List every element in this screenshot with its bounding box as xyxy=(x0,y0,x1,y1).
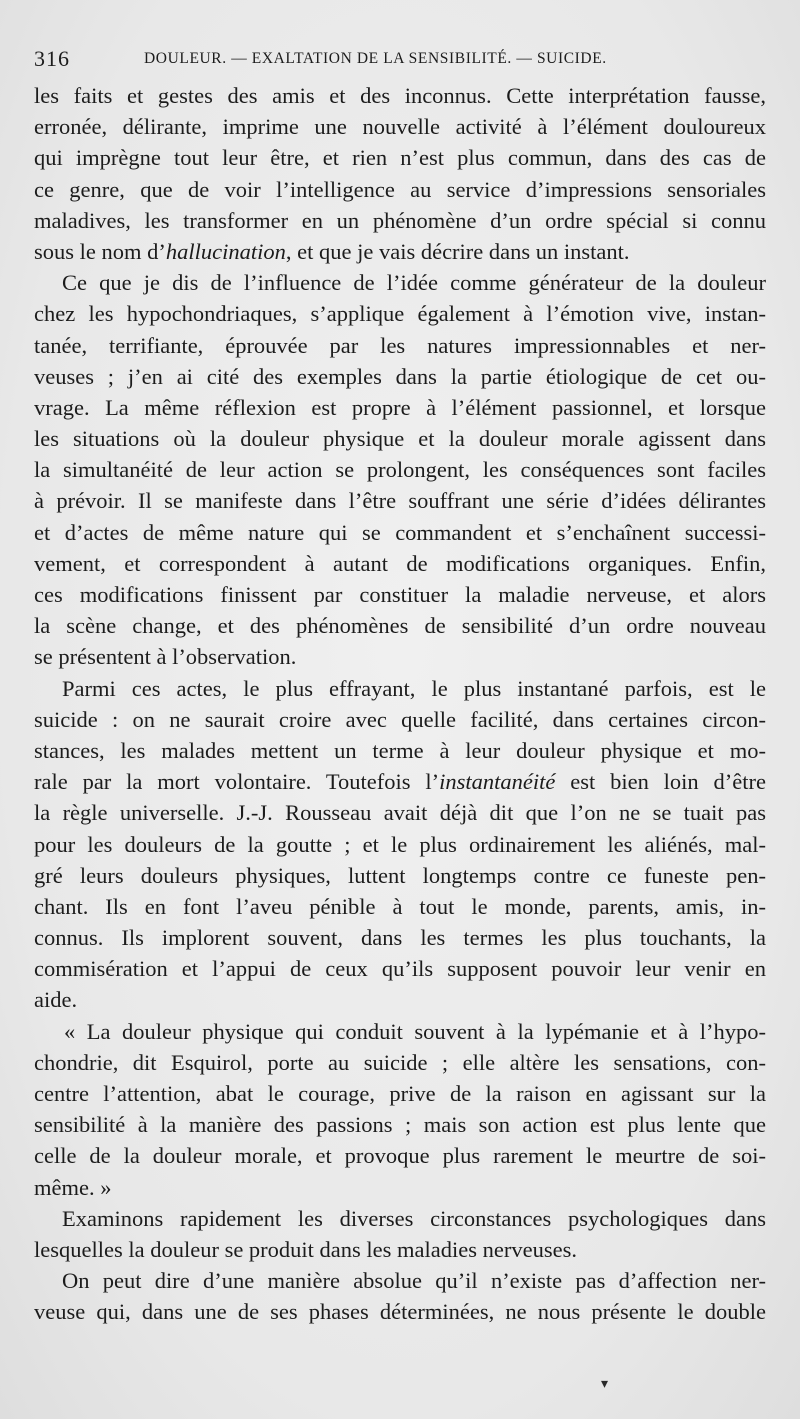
text-line: sensibilité à la manière des passions ; mais son action est plus lente que xyxy=(34,1112,766,1138)
page-header xyxy=(34,44,774,78)
text-line: vrage. La même réflexion est propre à l’élément passionnel, et lorsque xyxy=(34,394,766,420)
text-line: et d’actes de même nature qui se commandent et s’enchaînent successi- xyxy=(34,519,766,545)
text-line xyxy=(34,236,766,267)
text-line: les situations où la douleur physique et la douleur morale agissent dans xyxy=(34,426,766,452)
text-line: les faits et gestes des amis et des inconnus. Cette interprétation fausse, xyxy=(34,83,766,108)
text-line: aide. xyxy=(34,987,78,1013)
text-line: Parmi ces actes, le plus effrayant, le plus instantané parfois, est le xyxy=(62,675,766,701)
text-line: la scène change, et des phénomènes de sensibilité d’un ordre nouveau xyxy=(34,613,766,639)
text-line: chez les hypochondriaques, s’applique également à l’émotion vive, instan- xyxy=(34,301,766,327)
text-line: celle de la douleur morale, et provoque plus rarement le meurtre de soi- xyxy=(34,1143,766,1169)
text-line: pour les douleurs de la goutte ; et le plus ordinairement les aliénés, mal- xyxy=(34,831,766,857)
text-line: se présentent à l’observation. xyxy=(34,644,297,670)
text-fragment: rale par la mort volontaire. Toutefois l’ xyxy=(34,769,440,795)
text-line: commisération et l’appui de ceux qu’ils supposent pouvoir leur venir en xyxy=(34,956,766,982)
italic-term: hallucination xyxy=(165,238,286,264)
text-line: connus. Ils implorent souvent, dans les termes les plus touchants, la xyxy=(34,925,766,951)
text-line: la règle universelle. J.-J. Rousseau avait déjà dit que l’on ne se tuait pas xyxy=(34,800,766,826)
text-fragment: sous le nom d’ xyxy=(34,238,166,264)
text-line: On peut dire d’une manière absolue qu’il n’existe pas d’affection ner- xyxy=(62,1268,766,1294)
text-line: ce genre, que de voir l’intelligence au service d’impressions sensoriales xyxy=(34,176,766,202)
text-line xyxy=(34,766,766,797)
text-line: vement, et correspondent à autant de modifications organiques. Enfin, xyxy=(34,550,766,576)
text-line: à prévoir. Il se manifeste dans l’être souffrant une série d’idées délirantes xyxy=(34,488,766,514)
text-fragment: est bien loin d’être xyxy=(555,769,766,795)
body-text xyxy=(34,80,766,1328)
text-line: maladives, les transformer en un phénomène d’un ordre spécial si connu xyxy=(34,207,766,233)
text-line: « La douleur physique qui conduit souvent à la lypémanie et à l’hypo- xyxy=(64,1018,766,1044)
text-line: tanée, terrifiante, éprouvée par les natures impressionnables et ner- xyxy=(34,332,766,358)
text-line: chant. Ils en font l’aveu pénible à tout le monde, parents, amis, in- xyxy=(34,893,766,919)
printer-mark: ▾ xyxy=(601,1376,609,1392)
text-fragment: , et que je vais décrire dans un instant. xyxy=(285,238,630,264)
text-line: erronée, délirante, imprime une nouvelle activité à l’élément douloureux xyxy=(34,114,766,140)
page-number: 316 xyxy=(34,46,70,71)
text-line: veuses ; j’en ai cité des exemples dans la partie étiologique de cet ou- xyxy=(34,363,766,389)
running-head: DOULEUR. — EXALTATION DE LA SENSIBILITÉ. — SUICIDE. xyxy=(144,50,607,67)
text-line: Ce que je dis de l’influence de l’idée comme générateur de la douleur xyxy=(62,270,766,296)
text-line: même. » xyxy=(34,1174,112,1200)
text-line: Examinons rapidement les diverses circonstances psychologiques dans xyxy=(62,1205,766,1231)
text-line: chondrie, dit Esquirol, porte au suicide ; elle altère les sensations, con- xyxy=(34,1049,766,1075)
text-line: suicide : on ne saurait croire avec quelle facilité, dans certaines circon- xyxy=(34,706,766,732)
text-line: stances, les malades mettent un terme à leur douleur physique et mo- xyxy=(34,737,766,763)
text-line: gré leurs douleurs physiques, luttent longtemps contre ce funeste pen- xyxy=(34,862,766,888)
text-line: centre l’attention, abat le courage, prive de la raison en agissant sur la xyxy=(34,1081,766,1106)
italic-term: instantanéité xyxy=(439,769,556,795)
text-line: lesquelles la douleur se produit dans les maladies nerveuses. xyxy=(34,1236,577,1262)
text-line: qui imprègne tout leur être, et rien n’est plus commun, dans des cas de xyxy=(34,145,766,171)
text-line: ces modifications finissent par constituer la maladie nerveuse, et alors xyxy=(34,582,766,607)
text-line: la simultanéité de leur action se prolongent, les conséquences sont faciles xyxy=(34,457,766,483)
text-line: veuse qui, dans une de ses phases déterminées, ne nous présente le double xyxy=(34,1299,766,1325)
